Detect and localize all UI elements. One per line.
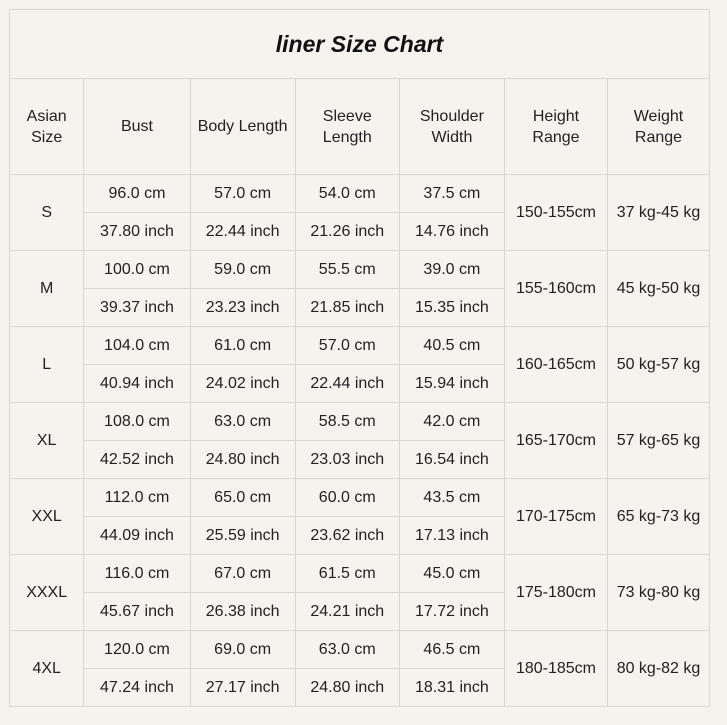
shoulder-width-inch-cell: 17.13 inch — [399, 517, 504, 555]
sleeve-length-inch-cell: 23.62 inch — [295, 517, 399, 555]
size-row-cm — [10, 403, 710, 441]
bust-inch-cell: 44.09 inch — [84, 517, 190, 555]
shoulder-width-cm-cell: 45.0 cm — [399, 555, 504, 593]
height-range-cell: 155-160cm — [504, 251, 607, 327]
shoulder-width-cm-cell: 40.5 cm — [399, 327, 504, 365]
bust-inch-cell: 42.52 inch — [84, 441, 190, 479]
bust-cm-cell: 104.0 cm — [84, 327, 190, 365]
shoulder-width-inch-cell: 15.94 inch — [399, 365, 504, 403]
header-sleeve-line1: Sleeve — [322, 107, 372, 125]
sleeve-length-inch-cell: 24.21 inch — [295, 593, 399, 631]
shoulder-width-cm-cell: 43.5 cm — [399, 479, 504, 517]
body-length-cm-cell: 59.0 cm — [190, 251, 295, 289]
header-weight-range — [608, 79, 710, 175]
header-height-line1: Height — [532, 107, 580, 125]
sleeve-length-cm-cell: 63.0 cm — [295, 631, 399, 669]
header-shoulder-line2: Width — [431, 128, 473, 146]
header-shoulder-width — [399, 79, 504, 175]
bust-cm-cell: 112.0 cm — [84, 479, 190, 517]
sleeve-length-cm-cell: 54.0 cm — [295, 175, 399, 213]
bust-cm-cell: 100.0 cm — [84, 251, 190, 289]
body-length-inch-cell: 24.02 inch — [190, 365, 295, 403]
sleeve-length-cm-cell: 60.0 cm — [295, 479, 399, 517]
size-label: L — [10, 327, 84, 403]
bust-inch-cell: 39.37 inch — [84, 289, 190, 327]
sleeve-length-cm-cell: 61.5 cm — [295, 555, 399, 593]
shoulder-width-cm-cell: 42.0 cm — [399, 403, 504, 441]
size-row-cm — [10, 479, 710, 517]
size-label: XL — [10, 403, 84, 479]
height-range-cell: 150-155cm — [504, 175, 607, 251]
body-length-cm-cell: 69.0 cm — [190, 631, 295, 669]
header-bust: Bust — [84, 79, 190, 175]
weight-range-cell: 57 kg-65 kg — [608, 403, 710, 479]
shoulder-width-inch-cell: 15.35 inch — [399, 289, 504, 327]
header-sleeve-line2: Length — [322, 128, 372, 146]
body-length-cm-cell: 65.0 cm — [190, 479, 295, 517]
shoulder-width-inch-cell: 14.76 inch — [399, 213, 504, 251]
size-chart-table — [9, 9, 710, 707]
size-label: M — [10, 251, 84, 327]
shoulder-width-inch-cell: 18.31 inch — [399, 669, 504, 707]
header-body-length: Body Length — [190, 79, 295, 175]
weight-range-cell: 80 kg-82 kg — [608, 631, 710, 707]
bust-inch-cell: 40.94 inch — [84, 365, 190, 403]
header-size: Asian Size — [10, 79, 84, 175]
body-length-inch-cell: 24.80 inch — [190, 441, 295, 479]
header-sleeve-length — [295, 79, 399, 175]
body-length-cm-cell: 63.0 cm — [190, 403, 295, 441]
header-weight-line1: Weight — [633, 107, 684, 125]
size-row-cm — [10, 175, 710, 213]
height-range-cell: 180-185cm — [504, 631, 607, 707]
size-label: XXL — [10, 479, 84, 555]
sleeve-length-inch-cell: 21.85 inch — [295, 289, 399, 327]
size-label: XXXL — [10, 555, 84, 631]
header-height-range — [504, 79, 607, 175]
body-length-inch-cell: 27.17 inch — [190, 669, 295, 707]
sleeve-length-cm-cell: 58.5 cm — [295, 403, 399, 441]
bust-cm-cell: 120.0 cm — [84, 631, 190, 669]
size-row-cm — [10, 631, 710, 669]
height-range-cell: 170-175cm — [504, 479, 607, 555]
shoulder-width-inch-cell: 16.54 inch — [399, 441, 504, 479]
size-label: 4XL — [10, 631, 84, 707]
sleeve-length-inch-cell: 22.44 inch — [295, 365, 399, 403]
bust-inch-cell: 45.67 inch — [84, 593, 190, 631]
height-range-cell: 165-170cm — [504, 403, 607, 479]
chart-title: liner Size Chart — [10, 10, 710, 79]
bust-inch-cell: 47.24 inch — [84, 669, 190, 707]
body-length-inch-cell: 26.38 inch — [190, 593, 295, 631]
sleeve-length-cm-cell: 57.0 cm — [295, 327, 399, 365]
body-length-cm-cell: 67.0 cm — [190, 555, 295, 593]
body-length-cm-cell: 57.0 cm — [190, 175, 295, 213]
header-row — [10, 79, 710, 175]
header-weight-line2: Range — [634, 128, 683, 146]
sleeve-length-inch-cell: 23.03 inch — [295, 441, 399, 479]
sleeve-length-inch-cell: 21.26 inch — [295, 213, 399, 251]
size-row-cm — [10, 327, 710, 365]
shoulder-width-cm-cell: 39.0 cm — [399, 251, 504, 289]
body-length-inch-cell: 23.23 inch — [190, 289, 295, 327]
shoulder-width-cm-cell: 37.5 cm — [399, 175, 504, 213]
size-row-cm — [10, 251, 710, 289]
sleeve-length-inch-cell: 24.80 inch — [295, 669, 399, 707]
shoulder-width-inch-cell: 17.72 inch — [399, 593, 504, 631]
bust-cm-cell: 108.0 cm — [84, 403, 190, 441]
size-rows — [10, 175, 710, 707]
weight-range-cell: 37 kg-45 kg — [608, 175, 710, 251]
weight-range-cell: 73 kg-80 kg — [608, 555, 710, 631]
size-label: S — [10, 175, 84, 251]
shoulder-width-cm-cell: 46.5 cm — [399, 631, 504, 669]
body-length-cm-cell: 61.0 cm — [190, 327, 295, 365]
sleeve-length-cm-cell: 55.5 cm — [295, 251, 399, 289]
bust-cm-cell: 116.0 cm — [84, 555, 190, 593]
header-shoulder-line1: Shoulder — [419, 107, 484, 125]
weight-range-cell: 45 kg-50 kg — [608, 251, 710, 327]
title-row — [10, 10, 710, 79]
height-range-cell: 175-180cm — [504, 555, 607, 631]
body-length-inch-cell: 22.44 inch — [190, 213, 295, 251]
size-row-cm — [10, 555, 710, 593]
weight-range-cell: 50 kg-57 kg — [608, 327, 710, 403]
bust-inch-cell: 37.80 inch — [84, 213, 190, 251]
weight-range-cell: 65 kg-73 kg — [608, 479, 710, 555]
bust-cm-cell: 96.0 cm — [84, 175, 190, 213]
header-height-line2: Range — [532, 128, 580, 146]
height-range-cell: 160-165cm — [504, 327, 607, 403]
body-length-inch-cell: 25.59 inch — [190, 517, 295, 555]
